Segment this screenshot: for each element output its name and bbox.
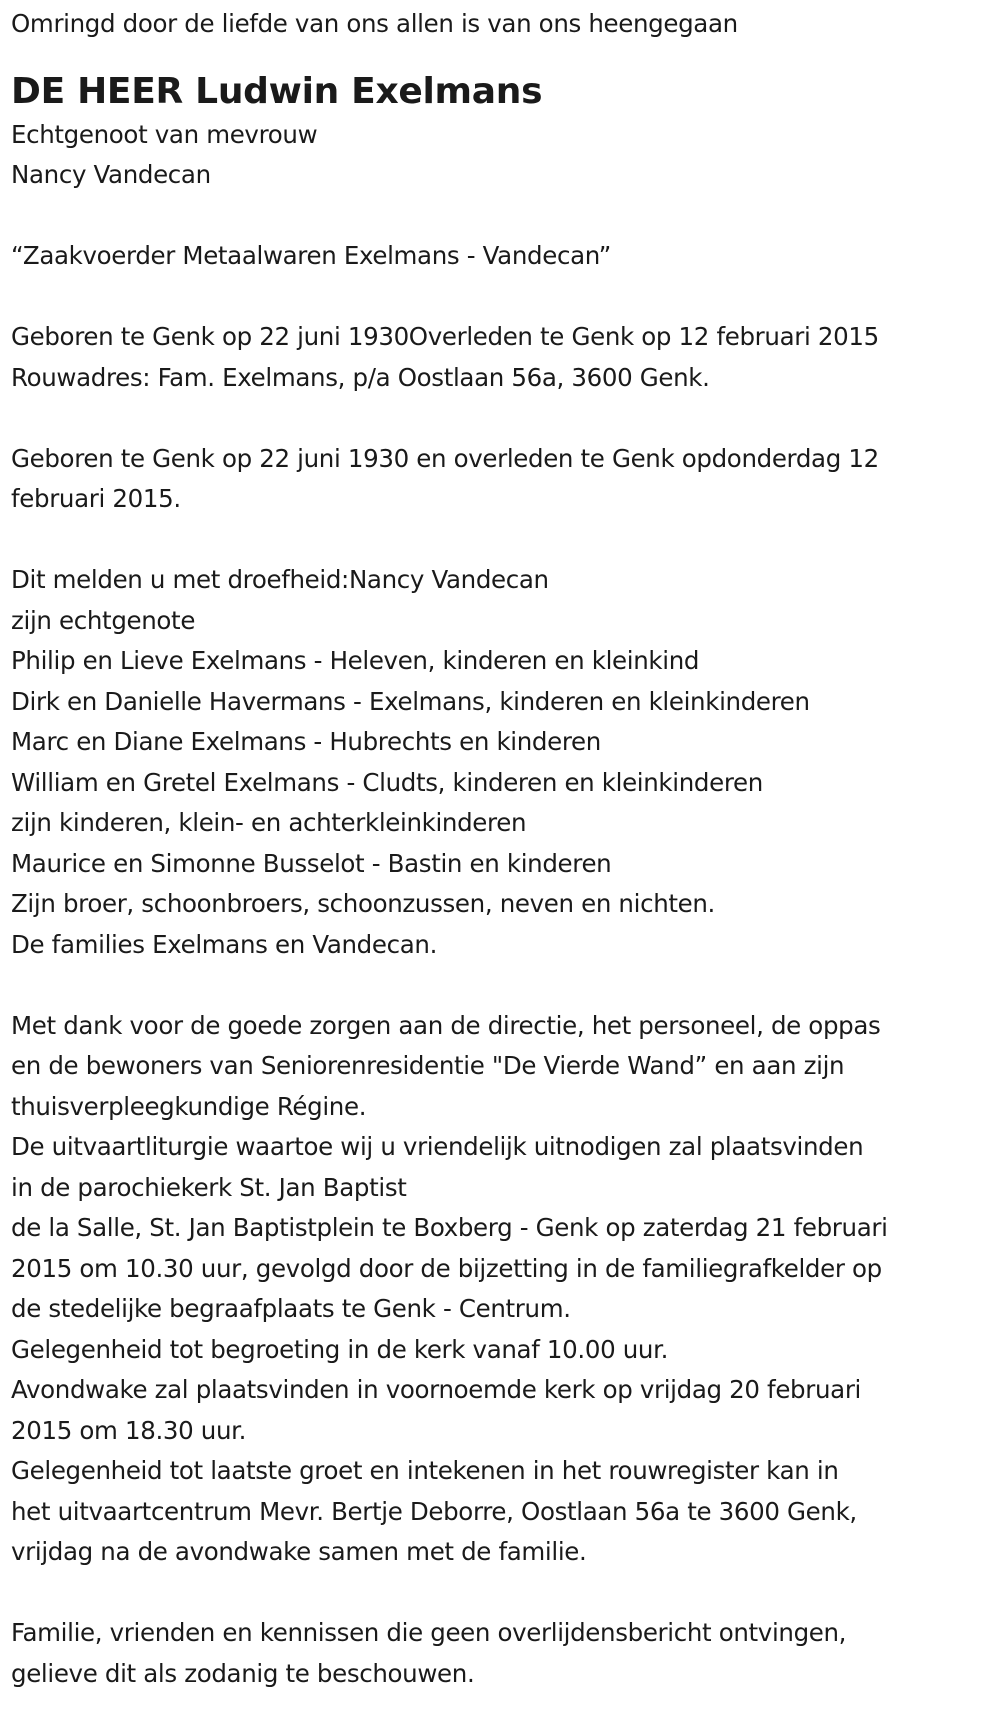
ceremony-line: De uitvaartliturgie waartoe wij u vriendelijk uitnodigen zal plaatsvinden xyxy=(11,1132,864,1161)
spacer xyxy=(11,277,996,318)
ceremony-line: in de parochiekerk St. Jan Baptist xyxy=(11,1172,407,1202)
birth-death-line: februari 2015. xyxy=(11,484,181,513)
spacer xyxy=(11,965,996,1006)
spouse-name: Nancy Vandecan xyxy=(11,160,211,189)
family-line: Philip en Lieve Exelmans - Heleven, kinderen en kleinkind xyxy=(11,646,700,675)
deceased-name: DE HEER Ludwin Exelmans xyxy=(11,70,543,112)
mourning-address: Rouwadres: Fam. Exelmans, p/a Oostlaan 56a, 3600 Genk. xyxy=(11,362,710,392)
family-line: Dirk en Danielle Havermans - Exelmans, kinderen en kleinkinderen xyxy=(11,686,810,716)
ceremony-line: Gelegenheid tot laatste groet en intekenen in het rouwregister kan in xyxy=(11,1456,839,1485)
ceremony-line: en de bewoners van Seniorenresidentie "De Vierde Wand” en aan zijn xyxy=(11,1051,845,1080)
closing-line: gelieve dit als zodanig te beschouwen. xyxy=(11,1658,475,1688)
spacer xyxy=(11,45,996,69)
birth-death-line: Geboren te Genk op 22 juni 1930 en overleden te Genk opdonderdag 12 xyxy=(11,443,879,473)
family-line: Zijn broer, schoonbroers, schoonzussen, neven en nichten. xyxy=(11,889,715,918)
family-line: De families Exelmans en Vandecan. xyxy=(11,929,438,959)
ceremony-line: 2015 om 18.30 uur. xyxy=(11,1415,247,1445)
intro-text: Omringd door de liefde van ons allen is van ons heengegaan xyxy=(11,9,738,38)
family-line: Dit melden u met droefheid:Nancy Vandecan xyxy=(11,565,549,594)
family-line: zijn kinderen, klein- en achterkleinkinderen xyxy=(11,808,527,837)
dates-line: Geboren te Genk op 22 juni 1930Overleden te Genk op 12 februari 2015 xyxy=(11,322,879,351)
ceremony-line: thuisverpleegkundige Régine. xyxy=(11,1091,367,1121)
ceremony-line: vrijdag na de avondwake samen met de familie. xyxy=(11,1537,587,1566)
ceremony-line: Avondwake zal plaatsvinden in voornoemde kerk op vrijdag 20 februari xyxy=(11,1375,861,1404)
ceremony-line: 2015 om 10.30 uur, gevolgd door de bijzetting in de familiegrafkelder op xyxy=(11,1253,882,1283)
ceremony-line: Gelegenheid tot begroeting in de kerk vanaf 10.00 uur. xyxy=(11,1334,669,1364)
family-line: zijn echtgenote xyxy=(11,605,196,635)
ceremony-line: het uitvaartcentrum Mevr. Bertje Deborre, Oostlaan 56a te 3600 Genk, xyxy=(11,1496,857,1526)
spacer xyxy=(11,196,996,237)
family-line: William en Gretel Exelmans - Cludts, kinderen en kleinkinderen xyxy=(11,767,763,797)
closing-line: Familie, vrienden en kennissen die geen overlijdensbericht ontvingen, xyxy=(11,1618,847,1647)
spacer xyxy=(11,520,996,561)
spacer xyxy=(11,398,996,439)
ceremony-line: de la Salle, St. Jan Baptistplein te Boxberg - Genk op zaterdag 21 februari xyxy=(11,1213,888,1242)
family-line: Maurice en Simonne Busselot - Bastin en kinderen xyxy=(11,848,612,878)
occupation-quote: “Zaakvoerder Metaalwaren Exelmans - Vandecan” xyxy=(11,241,611,270)
spouse-line: Echtgenoot van mevrouw xyxy=(11,119,318,149)
family-line: Marc en Diane Exelmans - Hubrechts en kinderen xyxy=(11,727,601,756)
ceremony-line: de stedelijke begraafplaats te Genk - Centrum. xyxy=(11,1294,571,1323)
spacer xyxy=(11,1573,996,1614)
ceremony-line: Met dank voor de goede zorgen aan de directie, het personeel, de oppas xyxy=(11,1010,881,1040)
obituary-notice xyxy=(11,0,996,1694)
